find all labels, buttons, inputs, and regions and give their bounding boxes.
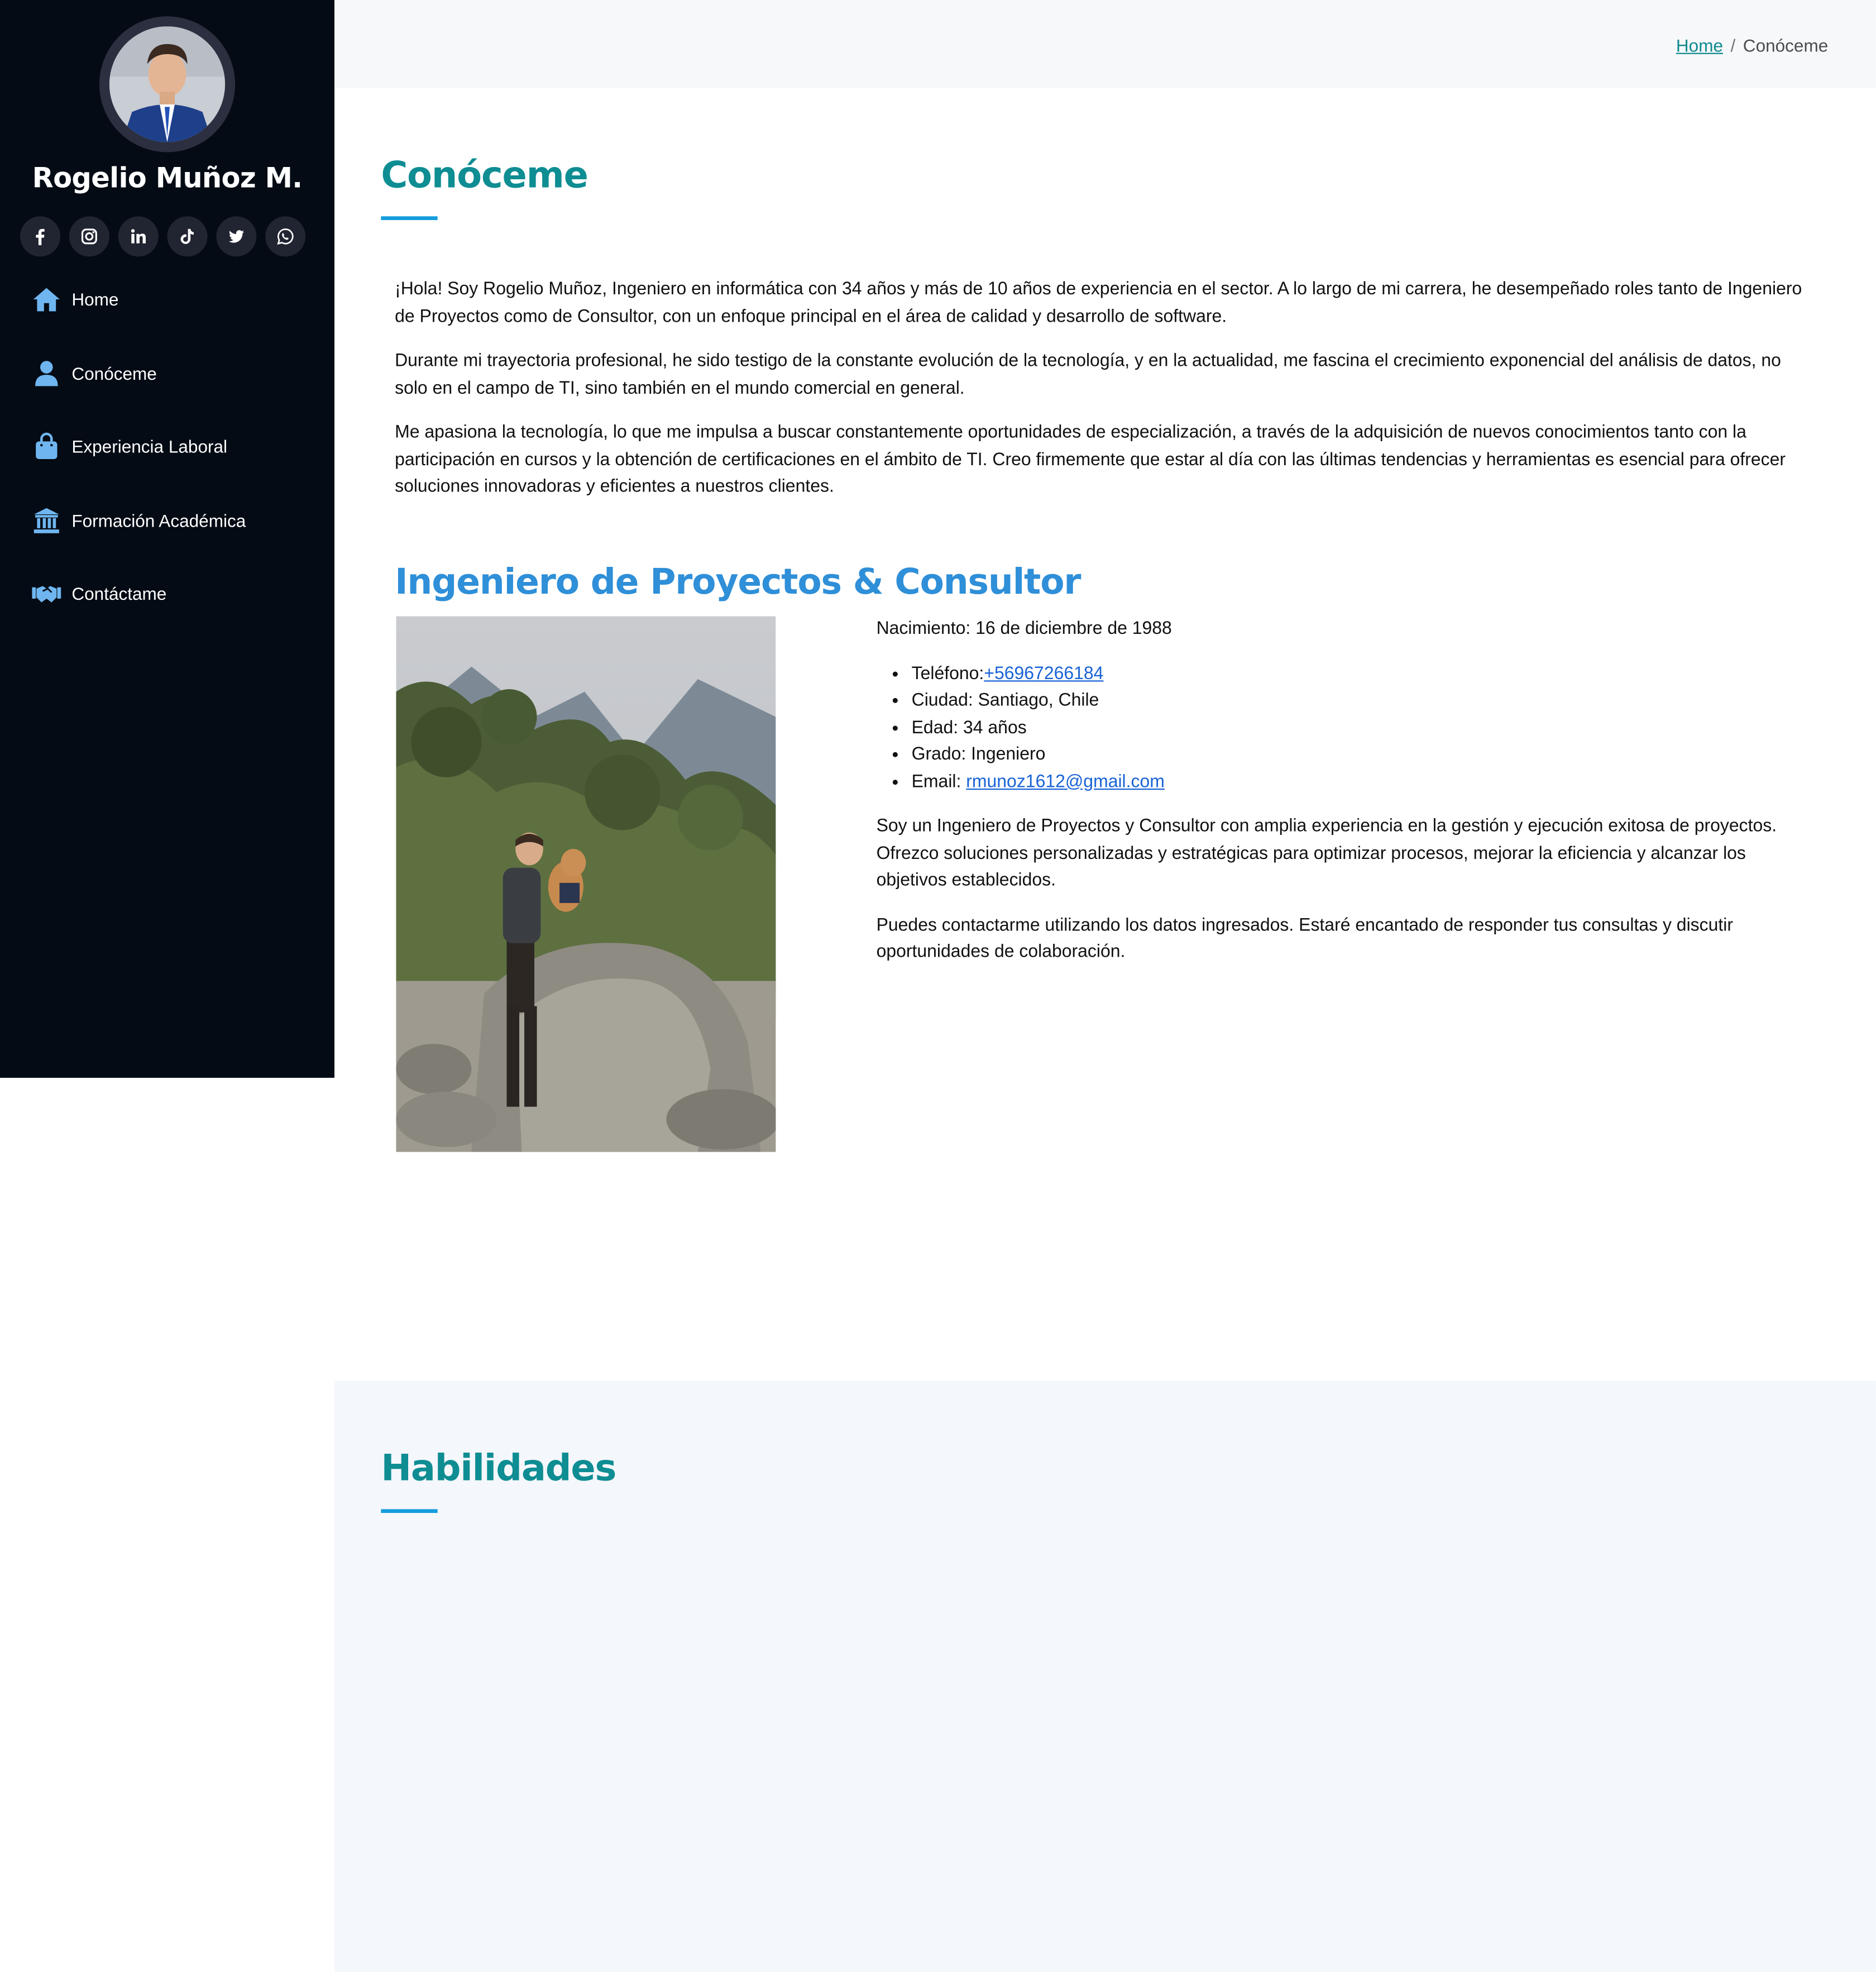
sidebar-item-experiencia[interactable] bbox=[30, 429, 246, 464]
about-paragraph: Durante mi trayectoria profesional, he sido testigo de la constante evolución de la tecnología, y en la actualidad, me fascina el crecimiento exponencial del análisis de datos, no solo en el campo de TI, sino también en el mundo comercial en general. bbox=[395, 351, 1781, 398]
sidebar-item-label: Formación Académica bbox=[71, 510, 246, 531]
sidebar-item-conoceme[interactable] bbox=[30, 355, 246, 390]
tiktok-icon[interactable] bbox=[168, 216, 208, 256]
sidebar-item-formacion[interactable] bbox=[30, 503, 246, 538]
email-label: Email: bbox=[911, 771, 966, 792]
list-item: • Ciudad: Santiago, Chile bbox=[912, 688, 1813, 715]
phone-link[interactable]: +56967266184 bbox=[984, 663, 1104, 684]
sidebar-item-label: Conóceme bbox=[71, 362, 157, 383]
skills-title: Habilidades bbox=[381, 1446, 616, 1489]
title-underline bbox=[381, 216, 437, 220]
user-icon bbox=[30, 357, 63, 390]
breadcrumb-current: Conóceme bbox=[1743, 35, 1829, 56]
summary-paragraph: Soy un Ingeniero de Proyectos y Consultor con amplia experiencia en la gestión y ejecución exitosa de proyectos. Ofrezco soluciones personalizadas y estratégicas para optimizar procesos, mejorar la eficiencia y alcanzar los objetivos establecidos. bbox=[876, 816, 1777, 891]
profile-outdoor-photo bbox=[396, 616, 776, 1152]
email-link[interactable]: rmunoz1612@gmail.com bbox=[966, 771, 1165, 792]
breadcrumb-separator: / bbox=[1730, 35, 1736, 56]
list-item: • Grado: Ingeniero bbox=[912, 742, 1813, 769]
summary-paragraph: Puedes contactarme utilizando los datos ingresados. Estaré encantado de responder tus consultas y discutir oportunidades de colaboración. bbox=[876, 915, 1734, 962]
about-intro bbox=[395, 276, 1803, 518]
birth-date: Nacimiento: 16 de diciembre de 1988 bbox=[876, 618, 1172, 639]
list-item bbox=[912, 769, 1813, 796]
title-underline bbox=[381, 1509, 437, 1513]
linkedin-icon[interactable] bbox=[118, 216, 159, 256]
sidebar-item-label: Contáctame bbox=[71, 584, 167, 604]
home-icon bbox=[30, 283, 63, 316]
university-icon bbox=[30, 504, 63, 537]
breadcrumb-home-link[interactable]: Home bbox=[1676, 35, 1724, 56]
avatar bbox=[99, 16, 235, 152]
whatsapp-icon[interactable] bbox=[265, 216, 305, 256]
sidebar-item-contactame[interactable] bbox=[30, 576, 246, 612]
profile-details bbox=[877, 616, 1813, 984]
social-links bbox=[20, 216, 305, 256]
twitter-icon[interactable] bbox=[216, 216, 256, 256]
facebook-icon[interactable] bbox=[20, 216, 60, 256]
sidebar-item-home[interactable] bbox=[30, 281, 246, 317]
details-list bbox=[877, 661, 1813, 796]
phone-label: Teléfono: bbox=[911, 663, 984, 684]
role-title: Ingeniero de Proyectos & Consultor bbox=[395, 561, 1081, 603]
page-title: Conóceme bbox=[381, 153, 588, 197]
profile-photo bbox=[109, 26, 225, 142]
briefcase-bag-icon bbox=[30, 431, 63, 464]
instagram-icon[interactable] bbox=[69, 216, 109, 256]
breadcrumb bbox=[1676, 35, 1828, 55]
sidebar bbox=[0, 0, 334, 1078]
profile-name: Rogelio Muñoz M. bbox=[32, 163, 303, 195]
list-item bbox=[912, 661, 1813, 687]
sidebar-nav bbox=[30, 281, 246, 650]
about-paragraph: ¡Hola! Soy Rogelio Muñoz, Ingeniero en informática con 34 años y más de 10 años de experiencia en el sector. A lo largo de mi carrera, he desempeñado roles tanto de Ingeniero de Proyectos como de Consultor, con un enfoque principal en el área de calidad y desarrollo de software. bbox=[395, 279, 1802, 327]
sidebar-item-label: Home bbox=[71, 289, 119, 309]
sidebar-item-label: Experiencia Laboral bbox=[71, 436, 228, 457]
about-paragraph: Me apasiona la tecnología, lo que me impulsa a buscar constantemente oportunidades de especialización, a través de la adquisición de nuevos conocimientos tanto con la participación en cursos y la obtención de certificaciones en el ámbito de TI. Creo firmemente que estar al día con las últimas tendencias y herramientas es esencial para ofrecer soluciones innovadoras y eficientes a nuestros clientes. bbox=[395, 422, 1786, 497]
breadcrumb-bar bbox=[334, 0, 1876, 88]
list-item: • Edad: 34 años bbox=[912, 715, 1813, 742]
handshake-icon bbox=[30, 577, 63, 610]
